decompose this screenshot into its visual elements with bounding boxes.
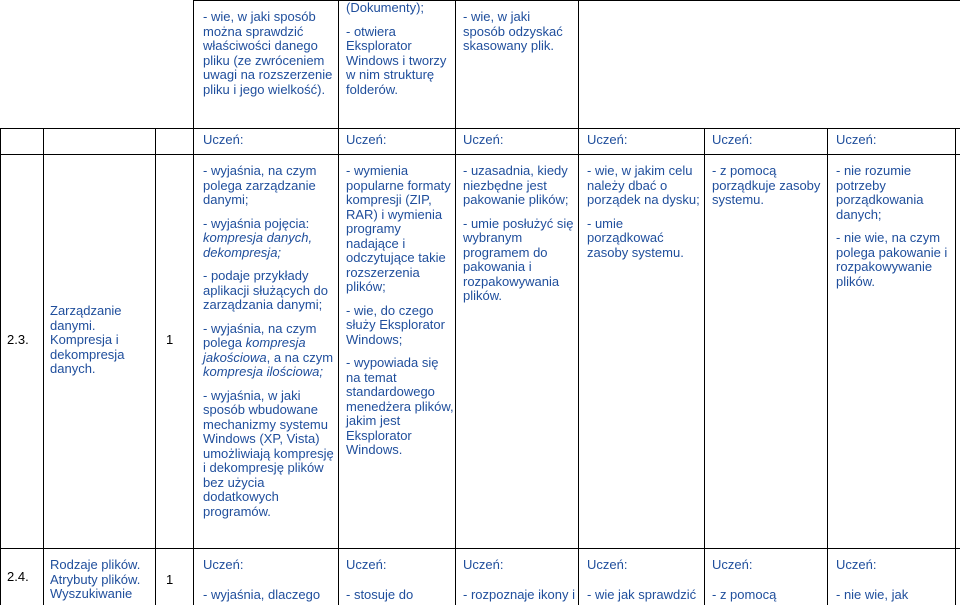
uczen-label-r2-c8: Uczeń: (836, 557, 877, 572)
table-border-col8 (827, 128, 828, 605)
row-23-col3-item-1: - wyjaśnia, na czym polega zarządzanie danymi; (203, 163, 317, 207)
top-cell-col3 (203, 10, 335, 97)
uczen-label-r1-c3: Uczeń: (203, 132, 244, 147)
table-border-col4 (338, 0, 339, 605)
row-23-col5 (463, 164, 575, 304)
row-23-col4-item-1: - wymienia popularne formaty kompresji (ZIP, RAR) i wymienia programy nadające i odczytujące takie rozszerzenia plików; (346, 163, 451, 294)
row-23-col4-item-3: - wypowiada się na temat standardowego menedżera plików, jakim jest Eksplorator Windows. (346, 355, 454, 457)
table-border-col2 (155, 128, 156, 605)
table-border-row2 (0, 154, 960, 155)
table-border-top (193, 0, 960, 1)
row-23-col3-item-4 (203, 322, 337, 380)
row-23-col4 (346, 164, 454, 458)
table-border-col6 (578, 0, 579, 605)
row-23-col4-item-2: - wie, do czego służy Eksplorator Windows; (346, 302, 445, 347)
row-23-col3-item-2-a: - wyjaśnia pojęcia: (203, 215, 310, 231)
row-23-col8-item-2: - nie wie, na czym polega pakowanie i rozpakowywanie plików. (836, 230, 948, 289)
row-23-col3-item-4-c: , a na czym (266, 349, 334, 365)
row-23-col3-item-3: - podaje przykłady aplikacji służących do zarządzania danymi; (203, 268, 329, 312)
table-border-col5 (455, 0, 456, 605)
row-23-col3-item-2-b: kompresja danych, dekompresja; (203, 230, 313, 260)
uczen-label-r2-c6: Uczeń: (587, 557, 628, 572)
top-col5-text-2: - otwiera Eksplorator Windows i tworzy w nim strukturę folderów. (346, 23, 447, 97)
row-23-col5-item-2: - umie posłużyć się wybranym programem do pakowania i rozpakowywania plików. (463, 215, 574, 303)
row-24-topic: Rodzaje plików. Atrybuty plików. Wyszukiwanie (50, 557, 141, 601)
uczen-label-r2-c7: Uczeń: (712, 557, 753, 572)
uczen-label-r1-c5: Uczeń: (463, 132, 504, 147)
row-23-col7 (712, 164, 824, 208)
row-24-col5-item-1: - rozpoznaje ikony i (463, 587, 575, 602)
row-23-topic: Zarządzanie danymi. Kompresja i dekompresja danych. (50, 303, 125, 376)
uczen-label-r2-c4: Uczeń: (346, 557, 387, 572)
top-col5-text-1: (Dokumenty); (346, 0, 425, 15)
row-23-col3-item-4-b: kompresja jakościowa (203, 335, 306, 365)
row-24-col8-item-1: - nie wie, jak (836, 587, 909, 602)
table-border-col9 (955, 128, 956, 605)
top-cell-col5 (346, 1, 450, 97)
row-23-number: 2.3. (7, 332, 29, 347)
row-23-col8-item-1: - nie rozumie potrzeby porządkowania danych; (836, 163, 924, 222)
row-23-col3 (203, 164, 337, 519)
uczen-label-r1-c6: Uczeń: (587, 132, 628, 147)
top-col3-text: - wie, w jaki sposób można sprawdzić właściwości danego pliku (ze zwróceniem uwagi na rozszerzenie pliku i jego wielkość). (203, 9, 333, 97)
table-border-col1 (43, 128, 44, 605)
row-23-col3-item-5: - wyjaśnia, w jaki sposób wbudowane mechanizmy systemu Windows (XP, Vista) umożliwiają kompresję i dekompresję plików bez użycia dodatkowych programów. (203, 387, 334, 519)
row-24-hours: 1 (166, 572, 174, 587)
table-border-col7 (704, 128, 705, 605)
row-23-col7-item-1: - z pomocą porządkuje zasoby systemu. (712, 163, 821, 207)
row-24-col7-item-1: - z pomocą (712, 587, 777, 602)
table-border-col3 (193, 0, 194, 605)
table-border-col0 (0, 128, 1, 605)
uczen-label-r1-c4: Uczeń: (346, 132, 387, 147)
row-23-col3-item-2 (203, 217, 337, 261)
row-23-col3-item-4-a: - wyjaśnia, na czym polega (203, 320, 317, 350)
top-cell-col6 (463, 10, 575, 54)
row-24-col6-item-1: - wie jak sprawdzić (587, 587, 697, 602)
row-23-col3-item-4-d: kompresja ilościowa; (203, 364, 323, 379)
uczen-label-r1-c7: Uczeń: (712, 132, 753, 147)
row-23-col6-item-1: - wie, w jakim celu należy dbać o porządek na dysku; (587, 163, 700, 207)
row-24-col3-item-1: - wyjaśnia, dlaczego (203, 587, 321, 602)
uczen-label-r1-c8: Uczeń: (836, 132, 877, 147)
uczen-label-r2-c3: Uczeń: (203, 557, 244, 572)
top-col6-text: - wie, w jaki sposób odzyskać skasowany plik. (463, 9, 563, 53)
row-23-col6-item-2: - umie porządkować zasoby systemu. (587, 215, 684, 260)
table-border-row1 (0, 128, 960, 129)
row-23-col8 (836, 164, 953, 289)
row-23-col5-item-1: - uzasadnia, kiedy niezbędne jest pakowanie plików; (463, 163, 569, 207)
table-border-row3 (0, 548, 960, 549)
row-24-col4-item-1: - stosuje do (346, 587, 414, 602)
row-24-number: 2.4. (7, 569, 29, 584)
uczen-label-r2-c5: Uczeń: (463, 557, 504, 572)
row-23-col6 (587, 164, 701, 260)
row-23-hours: 1 (166, 332, 174, 347)
